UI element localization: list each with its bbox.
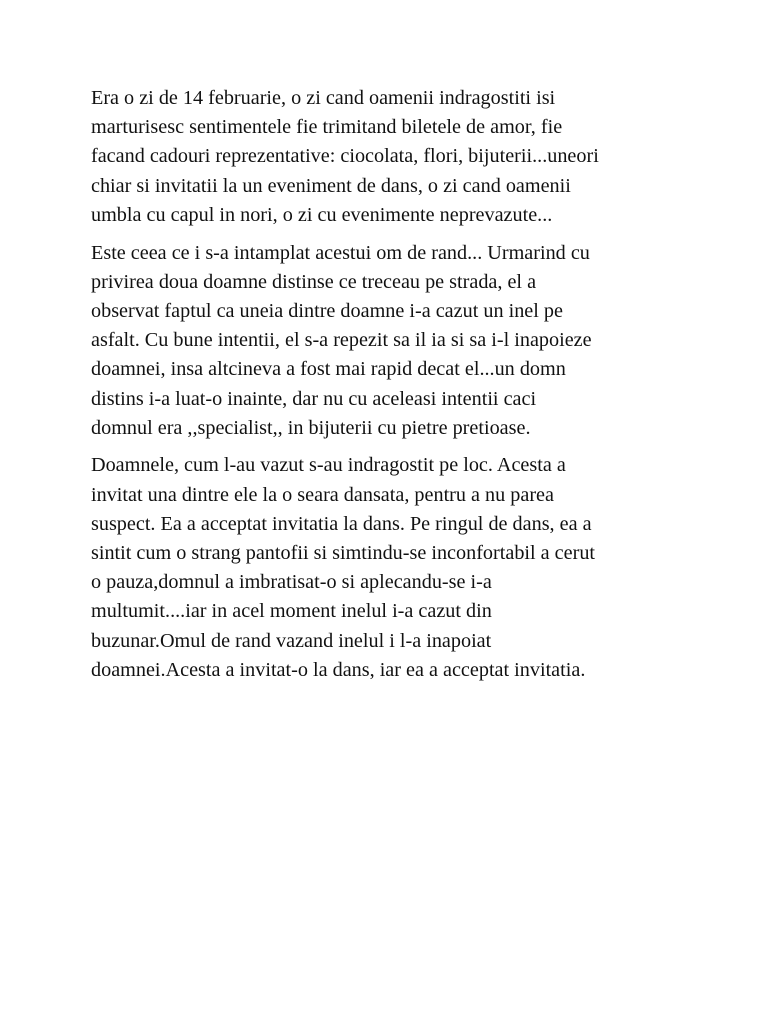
paragraph-2: Este ceea ce i s-a intamplat acestui om de rand... Urmarind cu privirea doua doamne distinse ce treceau pe strada, el a observat faptul ca uneia dintre doamne i-a cazut un inel pe asfalt. Cu bune intentii, el s-a repezit sa il ia si sa i-l inapoieze doamnei, insa altcineva a fost mai rapid decat el...un domn distins i-a luat-o inainte, dar nu cu aceleasi intentii caci domnul era ,,specialist,, in bijuterii cu pietre pretioase. bbox=[91, 241, 592, 439]
paragraph-3: Doamnele, cum l-au vazut s-au indragostit pe loc. Acesta a invitat una dintre ele la o seara dansata, pentru a nu parea suspect. Ea a acceptat invitatia la dans. Pe ringul de dans, ea a sintit cum o strang pantofii si simtindu-se inconfortabil a cerut o pauza,domnul a imbratisat-o si aplecandu-se i-a multumit....iar in acel moment inelul i-a cazut din buzunar.Omul de rand vazand inelul i l-a inapoiat doamnei.Acesta a invitat-o la dans, iar ea a acceptat invitatia. bbox=[91, 454, 596, 681]
document-body bbox=[91, 84, 681, 694]
paragraph-1: Era o zi de 14 februarie, o zi cand oamenii indragostiti isi marturisesc sentimentele fie trimitand biletele de amor, fie facand cadouri reprezentative: ciocolata, flori, bijuterii...uneori chiar si invitatii la un eveniment de dans, o zi cand oamenii umbla cu capul in nori, o zi cu evenimente neprevazute... bbox=[91, 87, 599, 226]
